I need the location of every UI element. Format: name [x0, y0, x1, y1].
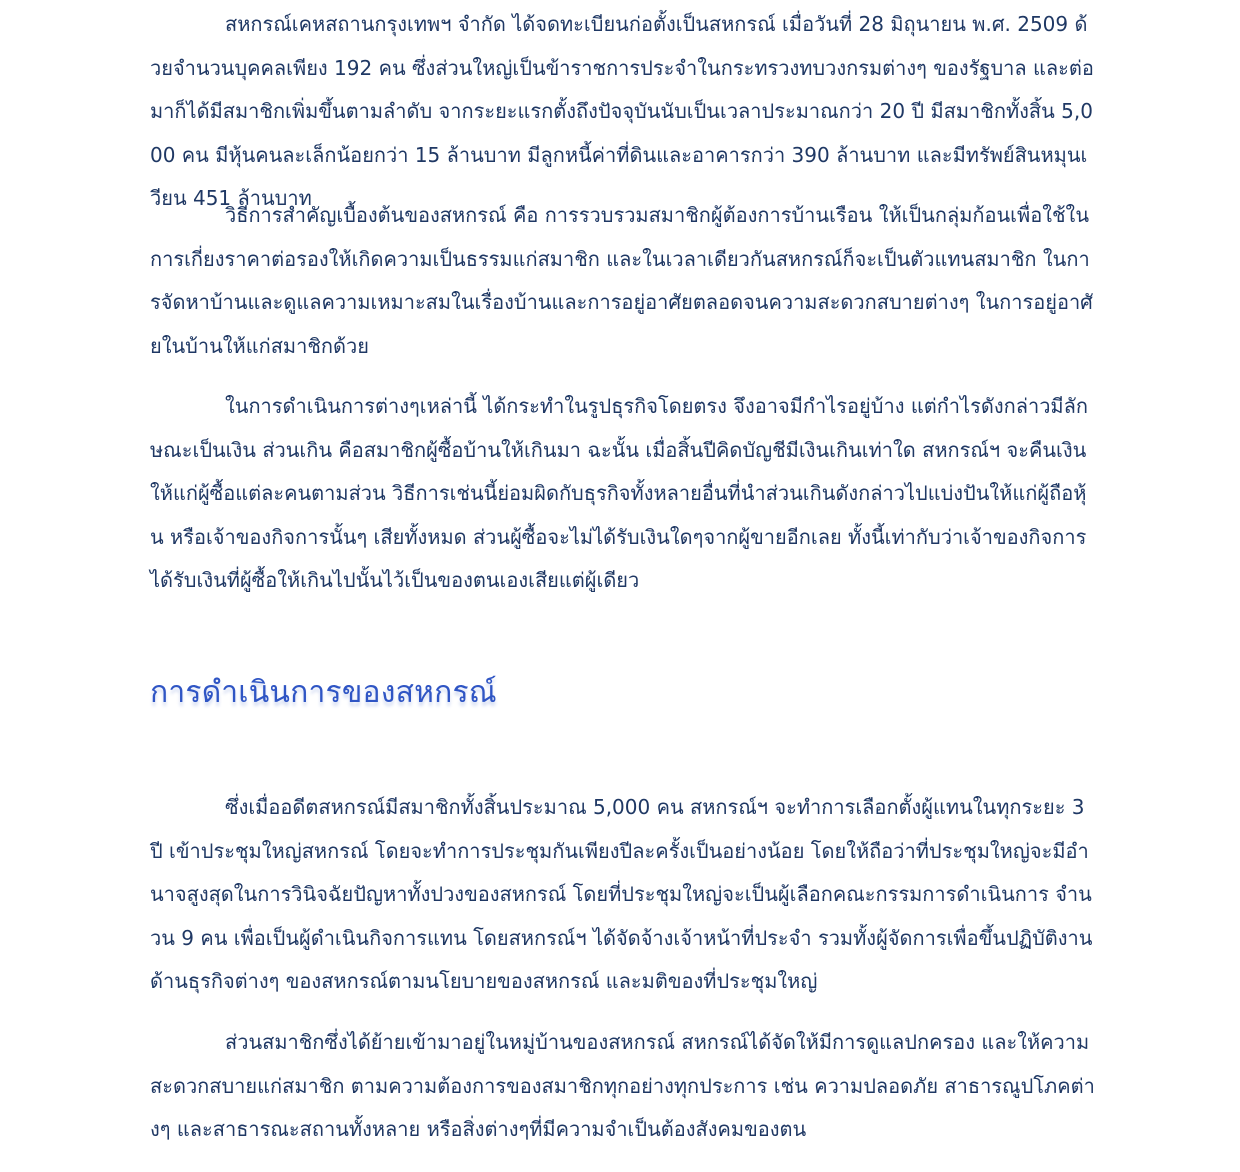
paragraph-governance: ซึ่งเมื่ออดีตสหกรณ์มีสมาชิกทั้งสิ้นประมาณ 5,000 คน สหกรณ์ฯ จะทำการเลือกตั้งผู้แทนในทุกระยะ 3 ปี เข้าประชุมใหญ่สหกรณ์ โดยจะทำการประชุมกันเพียงปีละครั้งเป็นอย่างน้อย โดยให้ถือว่าที่ประชุมใหญ่จะมีอำนาจสูงสุดในการวินิจฉัยปัญหาทั้งปวงของสหกรณ์ โดยที่ประชุมใหญ่จะเป็นผู้เลือกคณะกรรมการดำเนินการ จำนวน 9 คน เพื่อเป็นผู้ดำเนินกิจการแทน โดยสหกรณ์ฯ ได้จัดจ้างเจ้าหน้าที่ประจำ รวมทั้งผู้จัดการเพื่อขึ้นปฏิบัติงานด้านธุรกิจต่างๆ ของสหกรณ์ตามนโยบายของสหกรณ์ และมติของที่ประชุมใหญ่	[150, 795, 1093, 993]
paragraph-founding: สหกรณ์เคหสถานกรุงเทพฯ จำกัด ได้จดทะเบียนก่อตั้งเป็นสหกรณ์ เมื่อวันที่ 28 มิถุนายน พ.ศ. 2509 ด้วยจำนวนบุคคลเพียง 192 คน ซึ่งส่วนใหญ่เป็นข้าราชการประจำในกระทรวงทบวงกรมต่างๆ ของรัฐบาล และต่อมาก็ได้มีสมาชิกเพิ่มขึ้นตามลำดับ จากระยะแรกตั้งถึงปัจจุบันนับเป็นเวลาประมาณกว่า 20 ปี มีสมาชิกทั้งสิ้น 5,000 คน มีหุ้นคนละเล็กน้อยกว่า 15 ล้านบาท มีลูกหนี้ค่าที่ดินและอาคารกว่า 390 ล้านบาท และมีทรัพย์สินหมุนเวียน 451 ล้านบาท	[150, 12, 1094, 210]
paragraph-member-services: ส่วนสมาชิกซึ่งได้ย้ายเข้ามาอยู่ในหมู่บ้านของสหกรณ์ สหกรณ์ได้จัดให้มีการดูแลปกครอง และให้ความสะดวกสบายแก่สมาชิก ตามความต้องการของสมาชิกทุกอย่างทุกประการ เช่น ความปลอดภัย สาธารณูปโภคต่างๆ และสาธารณะสถานทั้งหลาย หรือสิ่งต่างๆที่มีความจำเป็นต้องสังคมของตน	[150, 1030, 1095, 1141]
paragraph-key-method: วิธีการสำคัญเบื้องต้นของสหกรณ์ คือ การรวบรวมสมาชิกผู้ต้องการบ้านเรือน ให้เป็นกลุ่มก้อนเพื่อใช้ในการเกี่ยงราคาต่อรองให้เกิดความเป็นธรรมแก่สมาชิก และในเวลาเดียวกันสหกรณ์ก็จะเป็นตัวแทนสมาชิก ในการจัดหาบ้านและดูแลความเหมาะสมในเรื่องบ้านและการอยู่อาศัยตลอดจนความสะดวกสบายต่างๆ ในการอยู่อาศัยในบ้านให้แก่สมาชิกด้วย	[150, 203, 1093, 358]
section-heading: การดำเนินการของสหกรณ์	[150, 675, 497, 710]
paragraph-surplus-refund: ในการดำเนินการต่างๆเหล่านี้ ได้กระทำในรูปธุรกิจโดยตรง จึงอาจมีกำไรอยู่บ้าง แต่กำไรดังกล่าวมีลักษณะเป็นเงิน ส่วนเกิน คือสมาชิกผู้ซื้อบ้านให้เกินมา ฉะนั้น เมื่อสิ้นปีคิดบัญชีมีเงินเกินเท่าใด สหกรณ์ฯ จะคืนเงินให้แก่ผู้ซื้อแต่ละคนตามส่วน วิธีการเช่นนี้ย่อมผิดกับธุรกิจทั้งหลายอื่นที่นำส่วนเกินดังกล่าวไปแบ่งปันให้แก่ผู้ถือหุ้น หรือเจ้าของกิจการนั้นๆ เสียทั้งหมด ส่วนผู้ซื้อจะไม่ได้รับเงินใดๆจากผู้ขายอีกเลย ทั้งนี้เท่ากับว่าเจ้าของกิจการได้รับเงินที่ผู้ซื้อให้เกินไปนั้นไว้เป็นของตนเองเสียแต่ผู้เดียว	[150, 394, 1088, 592]
